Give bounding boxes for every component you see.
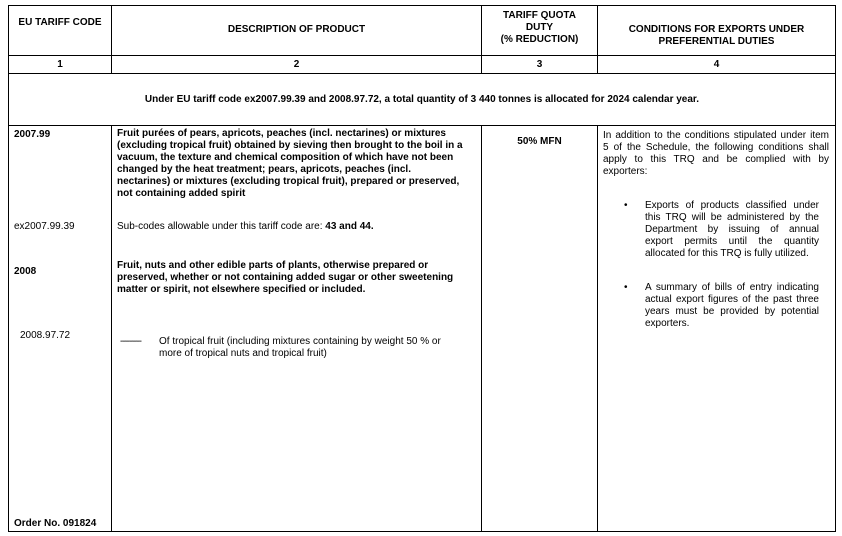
description-2007-99-line1: Fruit purées of pears, apricots, peaches (incl. nectarines) or mixtures — [117, 128, 446, 139]
description-2007-99-line5: nectarines) or mixtures (excluding tropical fruit), prepared or preserved, — [117, 176, 460, 187]
tariff-quota-duty-value: 50% MFN — [517, 136, 562, 147]
tariff-code-2007-99: 2007.99 — [14, 129, 51, 140]
col-divider-1-body — [111, 125, 112, 532]
table-bottom-border — [8, 531, 836, 532]
header-conditions-line1: CONDITIONS FOR EXPORTS UNDER — [628, 24, 805, 35]
condition-bullet2-line4: exporters. — [645, 318, 690, 329]
condition-bullet1-line2: this TRQ will be administered by the — [645, 212, 819, 223]
allocation-note: Under EU tariff code ex2007.99.39 and 2008.97.72, a total quantity of 3 440 tonnes is allocated for 2024 calendar year. — [144, 94, 700, 105]
conditions-intro-line4: exporters: — [603, 166, 648, 177]
header-tariff-quota-line2: DUTY — [525, 22, 554, 33]
header-conditions-line2: PREFERENTIAL DUTIES — [658, 36, 775, 47]
condition-bullet1-line5: allocated for this TRQ is fully utilized. — [645, 248, 809, 259]
column-number-3: 3 — [536, 59, 543, 70]
description-2008-line1: Fruit, nuts and other edible parts of plants, otherwise prepared or — [117, 260, 429, 271]
description-2007-99-line3: vacuum, the texture and chemical composition of which have not been — [117, 152, 454, 163]
conditions-intro-line3: apply to this TRQ and be complied with by — [603, 154, 829, 165]
description-2008-line2: preserved, whether or not containing added sugar or other sweetening — [117, 272, 454, 283]
col-divider-3-body — [597, 125, 598, 532]
description-2007-99-line4: changed by the heat treatment; pears, apricots, peaches (incl. — [117, 164, 411, 175]
condition-bullet1-line1: Exports of products classified under — [645, 200, 819, 211]
header-tariff-quota-line3: (% REDUCTION) — [500, 34, 579, 45]
description-subcodes-prefix: Sub-codes allowable under this tariff code are: — [117, 221, 326, 232]
condition-bullet1-line4: export permits until the quantity — [645, 236, 819, 247]
description-subcodes-values: 43 and 44. — [325, 221, 374, 232]
right-border — [835, 5, 836, 532]
condition-bullet2-line2: actual export figures of the past three — [645, 294, 819, 305]
numbers-bottom-border — [8, 73, 836, 74]
table-top-border — [8, 5, 836, 6]
description-2007-99-line6: not containing added spirit — [117, 188, 246, 199]
tariff-code-2008: 2008 — [14, 266, 37, 277]
tariff-code-2008-97-72: 2008.97.72 — [20, 330, 71, 341]
header-eu-tariff-code: EU TARIFF CODE — [18, 17, 102, 28]
conditions-intro-line2: 5 of the Schedule, the following conditions shall — [603, 142, 829, 153]
description-2007-99-line2: (excluding tropical fruit) obtained by sieving then brought to the boil in a — [117, 140, 463, 151]
column-number-2: 2 — [293, 59, 300, 70]
condition-bullet1-line3: Department by issuing of annual — [645, 224, 819, 235]
column-number-1: 1 — [57, 59, 63, 70]
description-2008-97-72-line1: Of tropical fruit (including mixtures containing by weight 50 % or — [159, 336, 441, 347]
left-border — [8, 5, 9, 532]
header-description-of-product: DESCRIPTION OF PRODUCT — [227, 24, 366, 35]
col-divider-2-body — [481, 125, 482, 532]
column-number-4: 4 — [713, 59, 720, 70]
conditions-intro-line1: In addition to the conditions stipulated under item — [603, 130, 829, 141]
note-bottom-border — [8, 125, 836, 126]
description-2008-line3: matter or spirit, not elsewhere specified or included. — [117, 284, 366, 295]
condition-bullet2-line1: A summary of bills of entry indicating — [645, 282, 819, 293]
header-tariff-quota-line1: TARIFF QUOTA — [503, 10, 576, 21]
condition-bullet2-line3: years must be provided by potential — [645, 306, 819, 317]
bullet-icon: • — [624, 200, 628, 211]
bullet-icon: • — [624, 282, 628, 293]
description-2008-97-72-line2: more of tropical nuts and tropical fruit) — [159, 348, 327, 359]
description-subcodes — [117, 221, 374, 233]
header-bottom-border — [8, 55, 836, 56]
order-number: Order No. 091824 — [14, 518, 97, 529]
tariff-code-ex2007-99-39: ex2007.99.39 — [14, 221, 75, 232]
description-dash: --------- — [120, 336, 141, 347]
